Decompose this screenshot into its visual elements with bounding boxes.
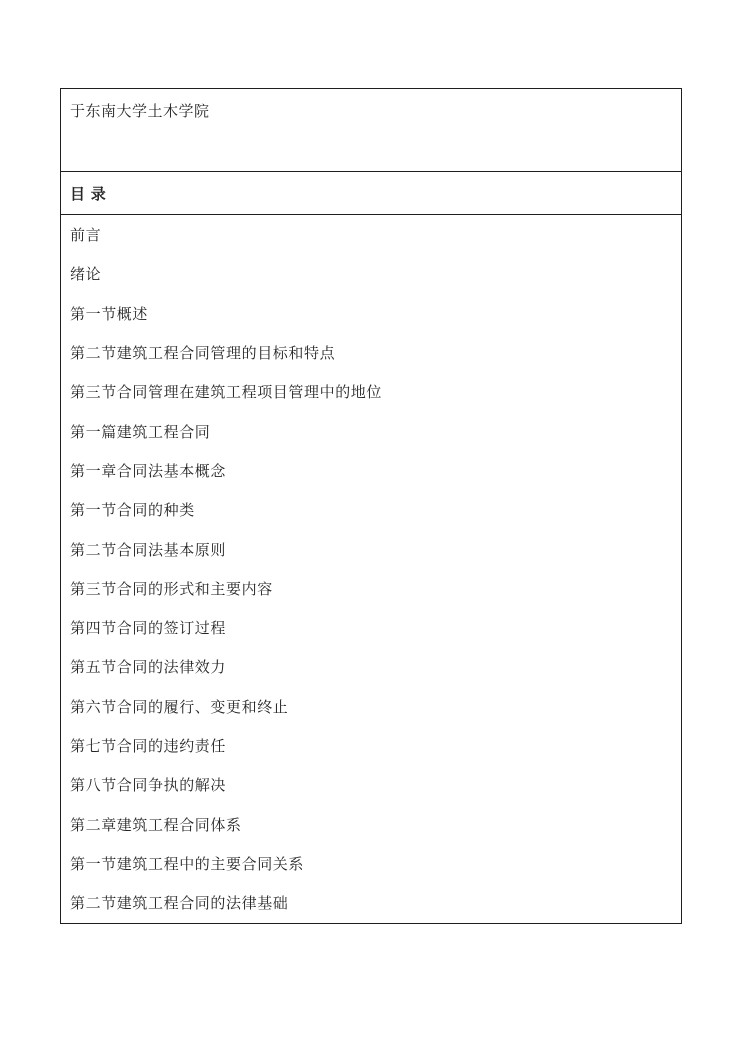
toc-title-cell — [61, 172, 681, 215]
toc-entry: 第一节概述 — [70, 306, 149, 323]
toc-entry: 第三节合同的形式和主要内容 — [70, 581, 273, 598]
toc-entry: 第二节合同法基本原则 — [70, 542, 227, 559]
toc-entry: 第七节合同的违约责任 — [70, 739, 227, 755]
toc-entry: 第一篇建筑工程合同 — [70, 424, 211, 441]
table-header-cell — [61, 89, 681, 172]
toc-entry: 第四节合同的签订过程 — [70, 621, 227, 638]
toc-entry: 绪论 — [70, 267, 102, 284]
toc-entry: 第二节建筑工程合同的法律基础 — [70, 896, 289, 913]
toc-entry: 第三节合同管理在建筑工程项目管理中的地位 — [70, 385, 383, 402]
toc-entry: 第五节合同的法律效力 — [70, 660, 227, 677]
toc-table — [60, 88, 682, 924]
toc-entry: 第一章合同法基本概念 — [70, 463, 227, 480]
toc-entry: 第八节合同争执的解决 — [70, 778, 227, 795]
toc-entry: 第一节合同的种类 — [70, 503, 195, 520]
toc-entry: 第一节建筑工程中的主要合同关系 — [70, 856, 305, 873]
toc-entry: 第六节合同的履行、变更和终止 — [70, 699, 289, 716]
toc-entry: 第二节建筑工程合同管理的目标和特点 — [70, 346, 336, 363]
toc-body-cell — [61, 215, 681, 923]
toc-title: 目 录 — [70, 186, 107, 203]
toc-entry: 前言 — [70, 228, 102, 245]
header-text: 于东南大学土木学院 — [70, 104, 210, 120]
toc-entry: 第二章建筑工程合同体系 — [70, 817, 242, 834]
